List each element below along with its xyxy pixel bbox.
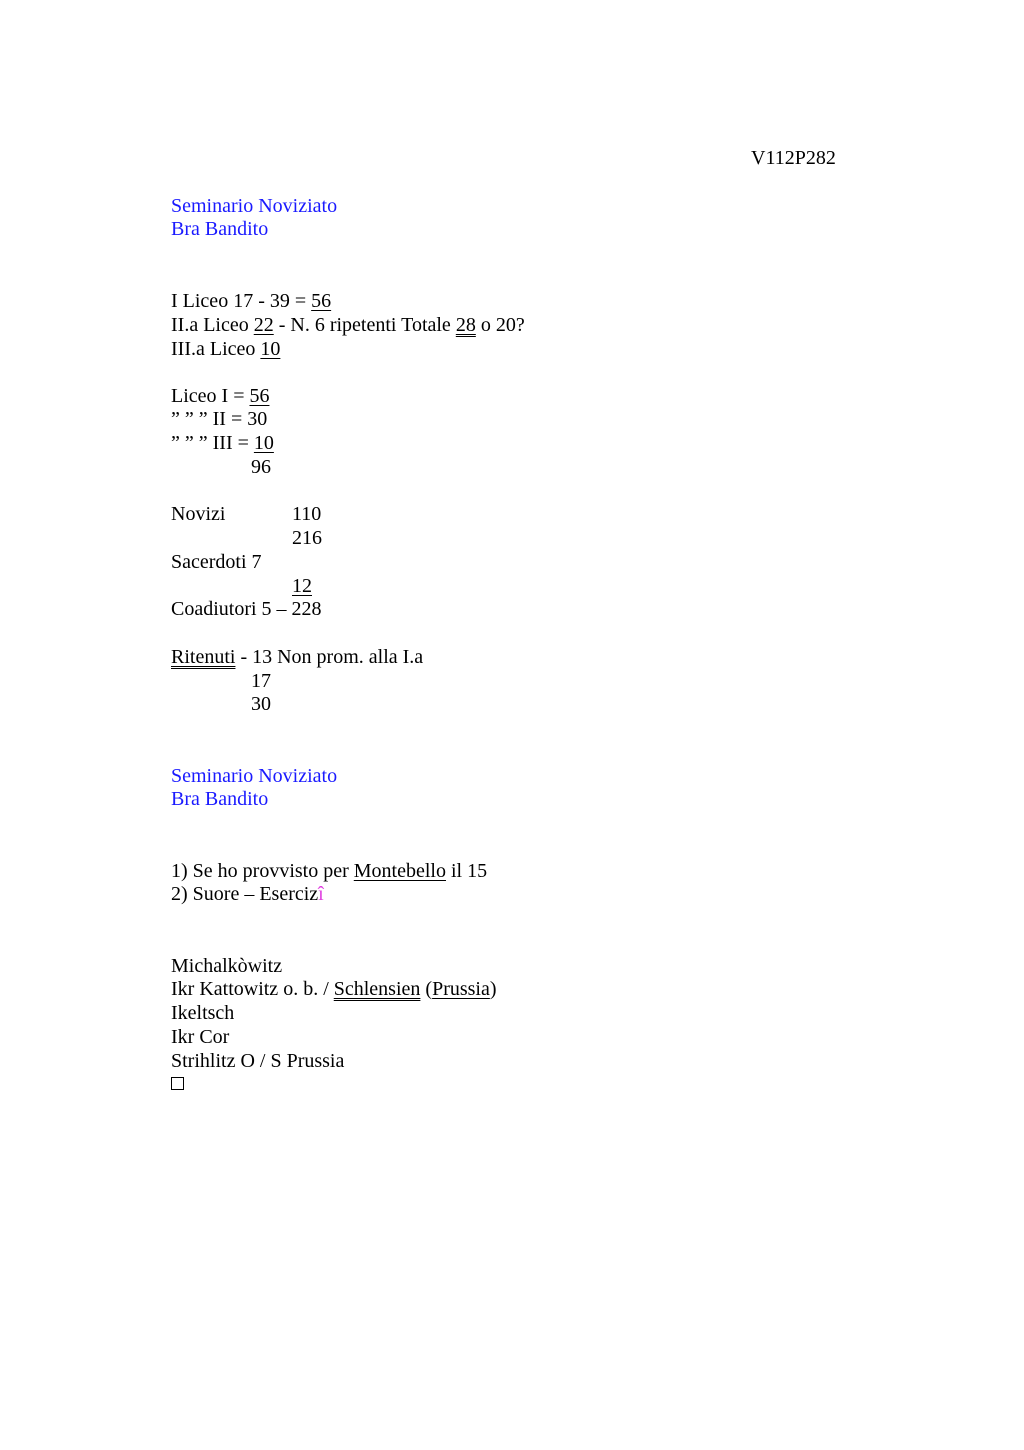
name-3: Ikeltsch [171, 1002, 235, 1024]
text: o 20? [475, 314, 525, 336]
text: ” ” ” III = [171, 432, 254, 454]
subtotal-2 [292, 574, 312, 598]
ritenuti-value-1: 17 [251, 670, 271, 692]
text: Liceo I = [171, 385, 250, 407]
sum-row-1 [171, 384, 269, 408]
text: - N. 6 ripetenti Totale [273, 314, 456, 336]
ritenuti-label: Ritenuti [171, 646, 236, 668]
heading-bra-bandito-2: Bra Bandito [171, 788, 269, 810]
text: 2) Suore – Eserciz [171, 883, 319, 905]
underlined-value: 12 [292, 575, 312, 597]
item-1 [171, 859, 487, 883]
text: Ikr Kattowitz o. b. / [171, 978, 334, 1000]
underlined-value: 22 [253, 314, 274, 336]
underlined-value: 10 [260, 338, 281, 360]
name-4: Ikr Cor [171, 1026, 230, 1048]
sum-total: 96 [251, 456, 271, 478]
subtotal-1: 216 [292, 527, 322, 549]
sum-row-2: ” ” ” II = 30 [171, 408, 268, 430]
double-underlined-value: 28 [455, 314, 476, 336]
liceo-row-3 [171, 337, 280, 361]
item-2 [171, 882, 324, 906]
page-reference: V112P282 [751, 147, 836, 169]
ritenuti-value-2: 30 [251, 693, 271, 715]
underlined-value: 10 [253, 432, 274, 454]
coadiutori-line: Coadiutori 5 – 228 [171, 598, 322, 620]
text: II.a Liceo [171, 314, 254, 336]
sum-row-3 [171, 431, 274, 455]
heading-seminario: Seminario Noviziato [171, 195, 338, 217]
name-2 [171, 977, 497, 1001]
name-1: Michalkòwitz [171, 955, 283, 977]
liceo-row-2 [171, 313, 525, 337]
text: ) [489, 978, 497, 1000]
liceo-row-1 [171, 289, 331, 313]
checkbox-glyph [171, 1072, 184, 1096]
heading-seminario-2: Seminario Noviziato [171, 765, 338, 787]
highlighted-char: î [318, 883, 324, 905]
text: il 15 [445, 860, 488, 882]
text: ( [420, 978, 433, 1000]
double-underlined-place: Schlensien [333, 978, 421, 1000]
text: I Liceo 17 - 39 = [171, 290, 312, 312]
name-5: Strihlitz O / S Prussia [171, 1050, 345, 1072]
text: - 13 Non prom. alla I.a [235, 646, 424, 668]
text: III.a Liceo [171, 338, 261, 360]
text: 1) Se ho provvisto per [171, 860, 354, 882]
underlined-place: Prussia [432, 978, 490, 1000]
underlined-value: 56 [249, 385, 270, 407]
ritenuti-line [171, 645, 423, 669]
sacerdoti-line: Sacerdoti 7 [171, 551, 262, 573]
heading-bra-bandito: Bra Bandito [171, 218, 269, 240]
empty-box-icon [171, 1077, 184, 1090]
novizi-label: Novizi [171, 503, 226, 525]
underlined-place: Montebello [353, 860, 446, 882]
novizi-value: 110 [292, 503, 322, 525]
underlined-value: 56 [311, 290, 332, 312]
